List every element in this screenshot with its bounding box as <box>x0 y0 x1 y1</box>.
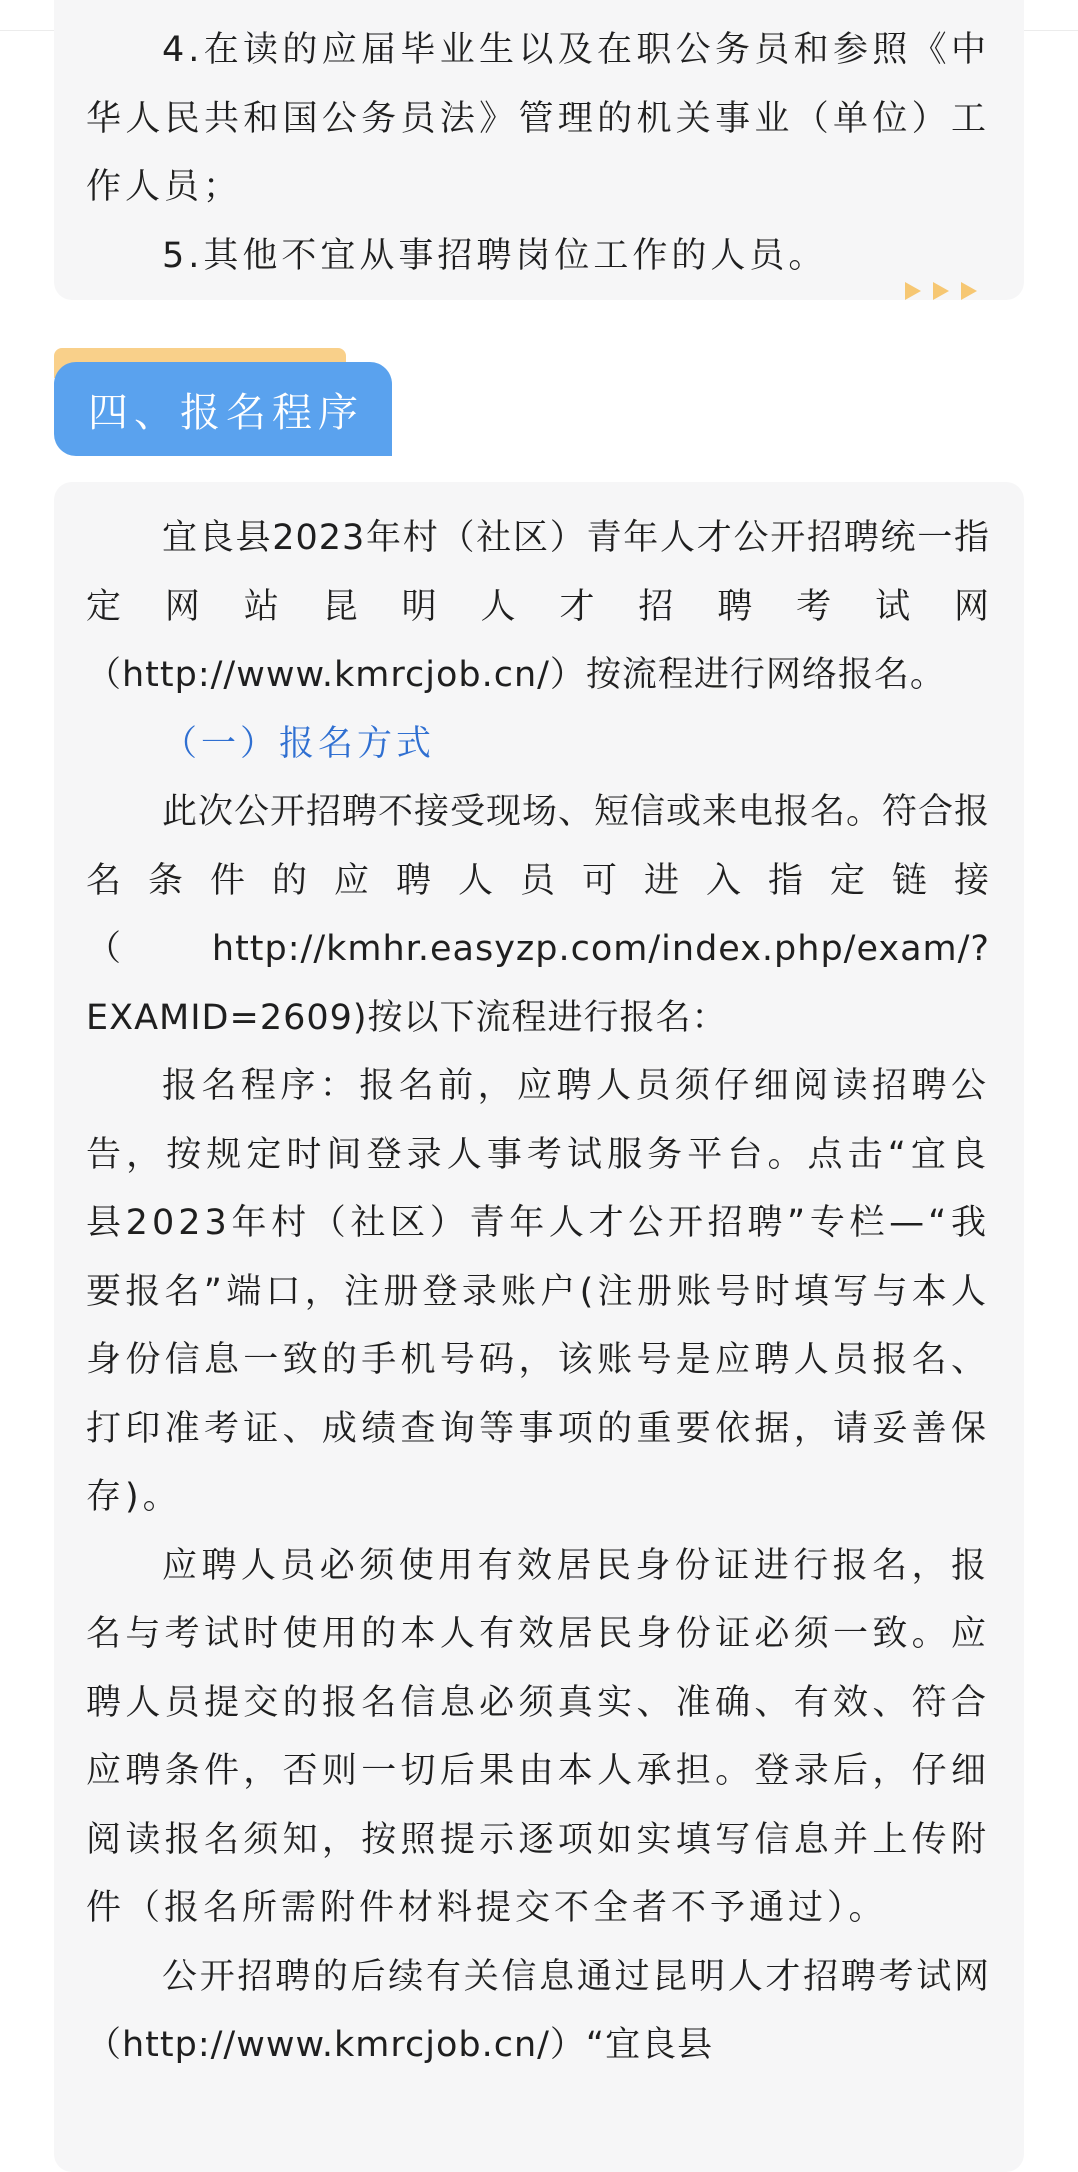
method-paragraph: 此次公开招聘不接受现场、短信或来电报名。符合报名条件的应聘人员可进入指定链接（http://kmhr.easyzp.com/index.php/exam/?EXAMID=2609)按以下流程进行报名： <box>86 792 991 1038</box>
procedure-paragraph: 报名程序：报名前，应聘人员须仔细阅读招聘公告，按规定时间登录人事考试服务平台。点击“宜良县2023年村（社区）青年人才公开招聘”专栏—“我要报名”端口，注册登录账户(注册账号时填写与本人身份信息一致的手机号码，该账号是应聘人员报名、打印准考证、成绩查询等事项的重要依据，请妥善保存)。 <box>86 1066 990 1517</box>
triple-right-arrow-icon <box>905 282 1015 312</box>
section4-card <box>54 482 1024 2172</box>
section-title: 四、报名程序 <box>88 389 364 436</box>
section-header-registration <box>54 362 392 456</box>
section3-card <box>54 0 1024 300</box>
subsection-title-method: （一）报名方式 <box>162 723 436 764</box>
eligibility-item-4: 4.在读的应届毕业生以及在职公务员和参照《中华人民共和国公务员法》管理的机关事业（单位）工作人员； <box>86 30 990 207</box>
followup-info-paragraph: 公开招聘的后续有关信息通过昆明人才招聘考试网（http://www.kmrcjob.cn/）“宜良县 <box>86 1956 990 2065</box>
intro-paragraph: 宜良县2023年村（社区）青年人才公开招聘统一指定网站昆明人才招聘考试网（http://www.kmrcjob.cn/）按流程进行网络报名。 <box>86 518 990 695</box>
eligibility-item-5: 5.其他不宜从事招聘岗位工作的人员。 <box>162 235 828 276</box>
id-requirement-paragraph: 应聘人员必须使用有效居民身份证进行报名，报名与考试时使用的本人有效居民身份证必须一致。应聘人员提交的报名信息必须真实、准确、有效、符合应聘条件，否则一切后果由本人承担。登录后，仔细阅读报名须知，按照提示逐项如实填写信息并上传附件（报名所需附件材料提交不全者不予通过）。 <box>86 1545 990 1928</box>
